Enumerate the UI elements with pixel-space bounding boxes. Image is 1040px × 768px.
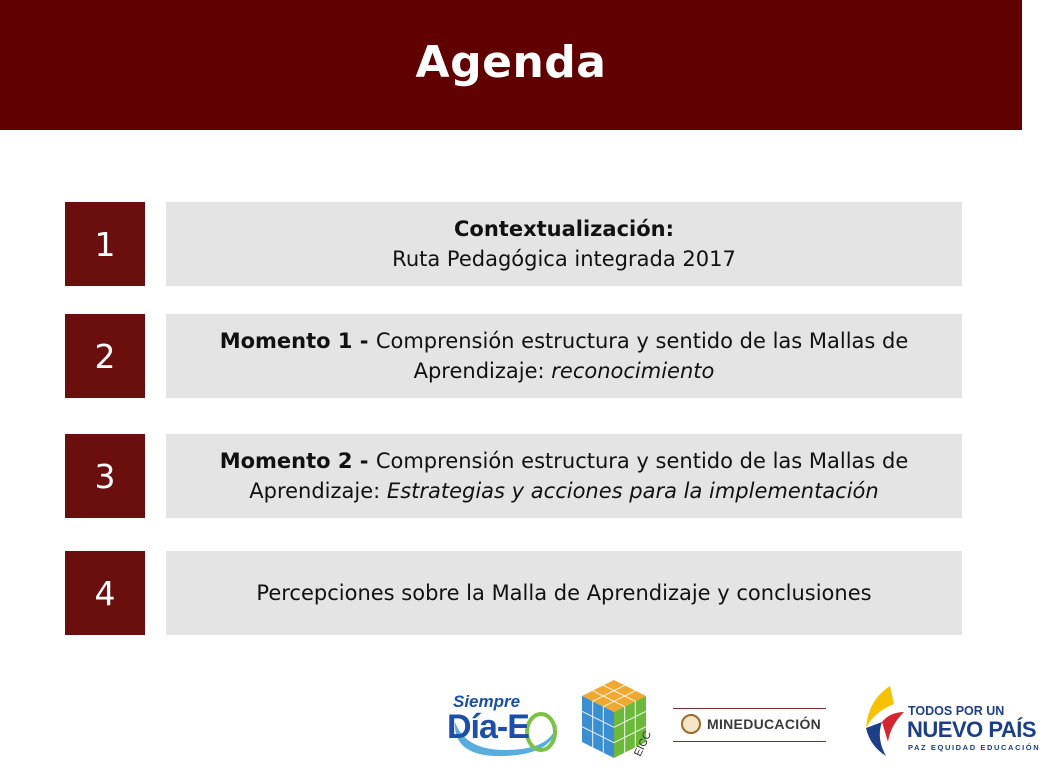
moment-label: Momento 1 -: [219, 329, 376, 353]
agenda-line-2: Aprendizaje: Estrategias y acciones para la implementación: [249, 479, 879, 503]
colombia-seal-icon: [681, 714, 701, 734]
agenda-description: Ruta Pedagógica integrada 2017: [392, 247, 736, 271]
agenda-item-4: [0, 551, 1024, 635]
agenda-item-3: [0, 434, 1024, 518]
agenda-number: 4: [65, 551, 145, 635]
mineducacion-logo: MINEDUCACIÓN: [673, 708, 826, 742]
agenda-line-1: Momento 2 - Comprensión estructura y sentido de las Mallas de: [219, 449, 909, 473]
agenda-number: 2: [65, 314, 145, 398]
agenda-line-1: Momento 1 - Comprensión estructura y sentido de las Mallas de: [219, 329, 909, 353]
agenda-item-1: [0, 202, 1024, 286]
agenda-line-2: Aprendizaje: reconocimiento: [413, 359, 715, 383]
agenda-heading: Contextualización:: [454, 217, 674, 241]
agenda-number: 1: [65, 202, 145, 286]
eicc-cube-logo: EICC: [578, 676, 650, 762]
footer-logos: [0, 672, 1040, 768]
agenda-text-box: [166, 434, 962, 518]
agenda-text-box: [166, 202, 962, 286]
moment-label: Momento 2 -: [219, 449, 376, 473]
agenda-description: Percepciones sobre la Malla de Aprendizaje y conclusiones: [256, 581, 872, 605]
agenda-number: 3: [65, 434, 145, 518]
agenda-text-box: [166, 314, 962, 398]
page-title: Agenda: [415, 36, 607, 88]
todos-por-un-nuevo-pais-logo: TODOS POR UN NUEVO PAÍS PAZ EQUIDAD EDUCACIÓN: [860, 682, 1010, 762]
title-banner: [0, 0, 1022, 130]
agenda-text-box: [166, 551, 962, 635]
siempre-dia-e-logo: Siempre Día-E: [445, 688, 560, 760]
agenda-item-2: [0, 314, 1024, 398]
